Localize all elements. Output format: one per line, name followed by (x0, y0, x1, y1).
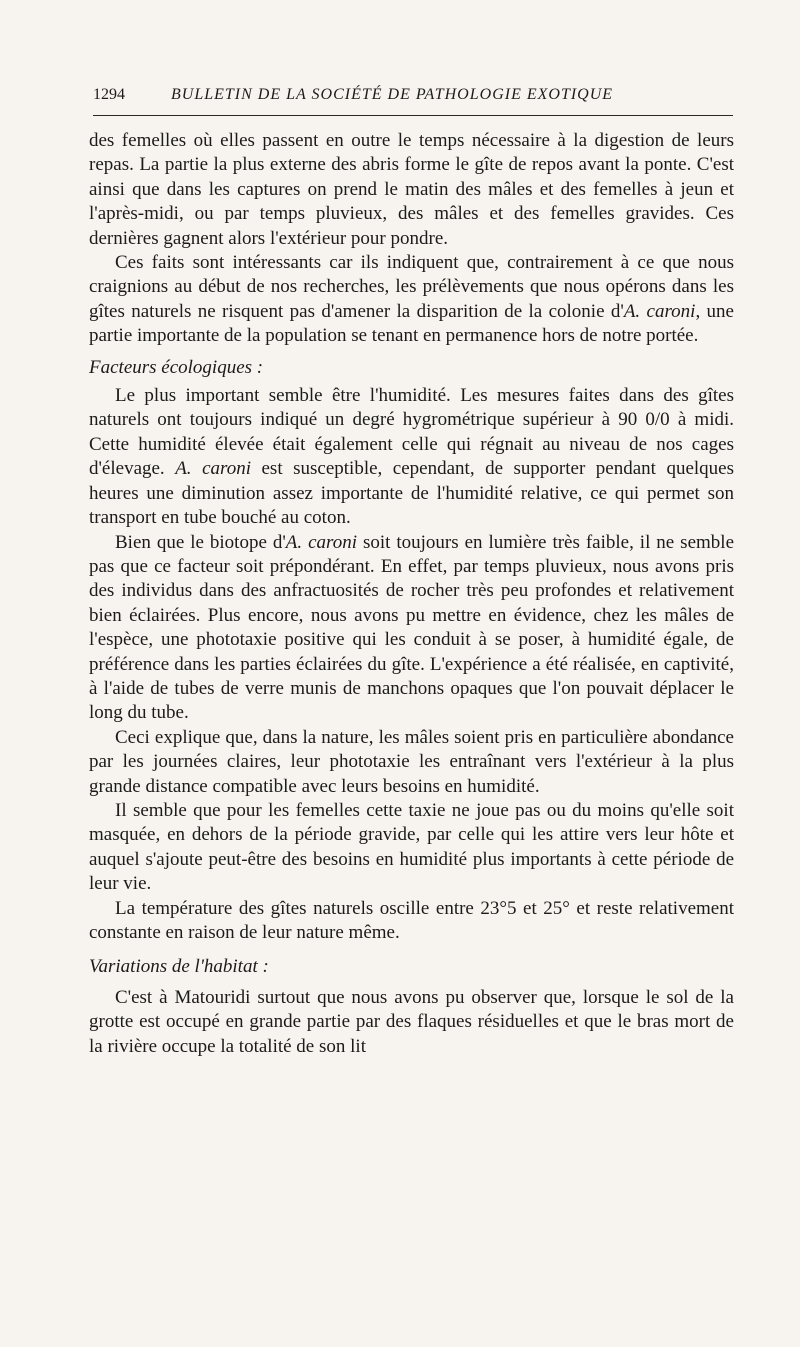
page-number: 1294 (93, 86, 125, 103)
paragraph-4 (89, 531, 734, 726)
paragraph-6: Il semble que pour les femelles cette taxie ne joue pas ou du moins qu'elle soit masquée, en dehors de la période gravide, par celle qui les attire vers leur hôte et auquel s'ajoute peut-être des besoins en humidité plus importants à cette période de leur vie. (89, 799, 734, 895)
paragraph-2 (89, 251, 734, 349)
header-rule (93, 115, 733, 116)
species-name: A. caroni (285, 531, 357, 553)
paragraph-3-text-b: est susceptible, cependant, de supporter pendant quelques heures une diminution assez importante de l'humidité relative, ce qui permet son transport en tube bouché au coton. (89, 458, 735, 529)
paragraph-4-text-b: soit toujours en lumière très faible, il ne semble pas que ce facteur soit prépondérant. En effet, par temps pluvieux, nous avons pris des individus dans des anfractuosités de rocher très peu profondes et relativement bien éclairées. Plus encore, nous avons pu mettre en évidence, chez les mâles de l'espèce, une phototaxie positive qui les conduit à se poser, à humidité égale, de préférence dans les parties éclairées du gîte. L'expérience a été réalisée, en captivité, à l'aide de tubes de verre munis de manchons opaques que l'on pouvait déplacer le long du tube. (89, 531, 734, 724)
paragraph-4-text-a: Bien que le biotope d' (115, 531, 286, 553)
running-header (93, 86, 733, 104)
article-body (89, 129, 734, 1059)
paragraph-7: La température des gîtes naturels oscille entre 23°5 et 25° et reste relativement constante en raison de leur nature même. (89, 897, 734, 943)
paragraph-1: des femelles où elles passent en outre le temps nécessaire à la digestion de leurs repas. La partie la plus externe des abris forme le gîte de repos avant la ponte. C'est ainsi que dans les captures on prend le matin des mâles et des femelles à jeun et l'après-midi, ou par temps pluvieux, des mâles et des femelles gravides. Ces dernières gagnent alors l'extérieur pour pondre. (89, 130, 734, 249)
paragraph-5: Ceci explique que, dans la nature, les mâles soient pris en particulière abondance par les journées claires, leur phototaxie les entraînant vers l'extérieur à la plus grande distance compatible avec leurs besoins en humidité. (89, 726, 734, 797)
paragraph-3-text-a: Le plus important semble être l'humidité. Les mesures faites dans des gîtes naturels ont toujours indiqué un degré hygrométrique supérieur à 90 0/0 à midi. Cette humidité élevée était également celle qui régnait au niveau de nos cages d'élevage. (89, 385, 734, 480)
section-heading-habitat-variations: Variations de l'habitat : (89, 956, 269, 978)
species-name: A. caroni (175, 458, 251, 480)
section-heading-ecological-factors: Facteurs écologiques : (89, 356, 264, 378)
paragraph-2-text-a: Ces faits sont intéressants car ils indiquent que, contrairement à ce que nous craignions au début de nos recherches, les prélèvements que nous opérons dans les gîtes naturels ne risquent pas d'amener la disparition de la colonie d' (89, 252, 734, 322)
paragraph-3 (89, 384, 734, 530)
paragraph-8: C'est à Matouridi surtout que nous avons pu observer que, lorsque le sol de la grotte est occupé en grande partie par des flaques résiduelles et que le bras mort de la rivière occupe la totalité de son lit (89, 986, 734, 1057)
journal-title: BULLETIN DE LA SOCIÉTÉ DE PATHOLOGIE EXOTIQUE (171, 86, 614, 103)
paragraph-2-text-b: , une partie importante de la population se tenant en permanence hors de notre portée. (89, 300, 734, 347)
species-name: A. caroni (623, 300, 696, 322)
